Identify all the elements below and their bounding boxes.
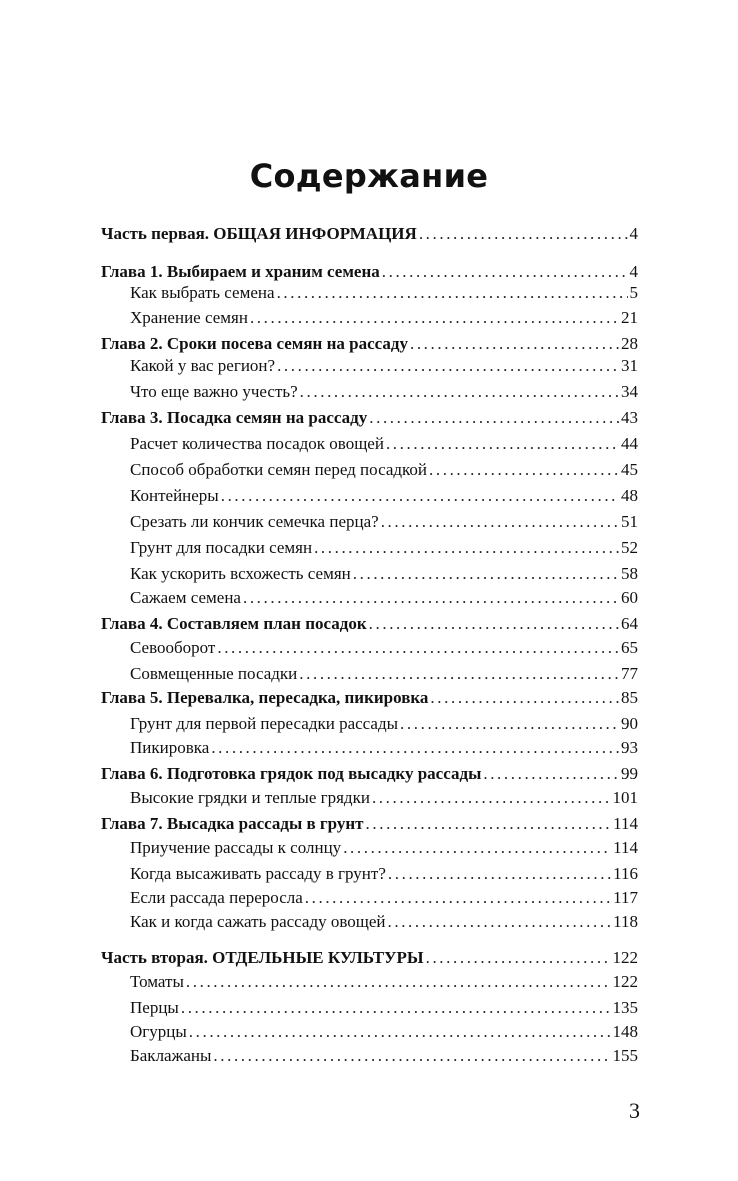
toc-heading (101, 612, 638, 636)
toc-heading (101, 812, 638, 836)
dot-leader (181, 996, 611, 1020)
toc-entry-title: Как ускорить всхожесть семян (130, 564, 351, 583)
toc-entry (130, 380, 638, 404)
toc-entry-page: 21 (621, 308, 638, 327)
toc-entry-page: 52 (621, 538, 638, 557)
dot-leader (386, 432, 619, 456)
toc-entry-page: 34 (621, 382, 638, 401)
toc-heading (101, 762, 638, 786)
toc-entry-title: Глава 6. Подготовка грядок под высадку рассады (101, 764, 482, 783)
toc-entry (130, 354, 638, 378)
toc-entry-page: 99 (621, 764, 638, 783)
toc-entry-page: 58 (621, 564, 638, 583)
toc-entry-page: 116 (613, 864, 638, 883)
toc-heading (101, 332, 638, 356)
toc-entry-title: Как и когда сажать рассаду овощей (130, 912, 386, 931)
toc-entry-page: 122 (612, 972, 638, 991)
dot-leader (353, 562, 619, 586)
dot-leader (186, 970, 611, 994)
dot-leader (213, 1044, 610, 1068)
dot-leader (429, 458, 619, 482)
toc-entry-title: Огурцы (130, 1022, 187, 1041)
toc-entry-title: Часть вторая. ОТДЕЛЬНЫЕ КУЛЬТУРЫ (101, 948, 424, 967)
dot-leader (381, 510, 619, 534)
toc-entry-title: Контейнеры (130, 486, 219, 505)
dot-leader (189, 1020, 611, 1044)
dot-leader (277, 354, 619, 378)
toc-entry-title: Глава 4. Составляем план посадок (101, 614, 367, 633)
toc-entry-page: 85 (621, 688, 638, 707)
toc-entry-title: Что еще важно учесть? (130, 382, 298, 401)
toc-entry-title: Глава 1. Выбираем и храним семена (101, 262, 380, 281)
toc-entry-page: 77 (621, 664, 638, 683)
toc-entry-title: Глава 3. Посадка семян на рассаду (101, 408, 368, 427)
dot-leader (211, 736, 619, 760)
toc-entry-title: Глава 5. Перевалка, пересадка, пикировка (101, 688, 429, 707)
toc-entry-title: Если рассада переросла (130, 888, 303, 907)
toc-entry-title: Совмещенные посадки (130, 664, 298, 683)
dot-leader (400, 712, 619, 736)
toc-entry-page: 90 (621, 714, 638, 733)
toc-entry-title: Расчет количества посадок овощей (130, 434, 384, 453)
toc-entry-page: 44 (621, 434, 638, 453)
toc-entry-page: 4 (629, 262, 638, 281)
toc-entry (130, 432, 638, 456)
toc-entry-title: Высокие грядки и теплые грядки (130, 788, 370, 807)
toc-entry-page: 28 (621, 334, 638, 353)
page-number: 3 (629, 1098, 640, 1123)
toc-entry (130, 862, 638, 886)
toc-entry-page: 135 (612, 998, 638, 1017)
dot-leader (277, 281, 628, 305)
toc-entry-title: Способ обработки семян перед посадкой (130, 460, 428, 479)
toc-entry-page: 93 (621, 738, 638, 757)
toc-entry (130, 306, 638, 330)
dot-leader (343, 836, 611, 860)
toc-entry-title: Томаты (130, 972, 184, 991)
toc-entry-title: Пикировка (130, 738, 210, 757)
toc-heading (101, 686, 638, 710)
toc-entry (130, 281, 638, 305)
toc-entry (130, 786, 638, 810)
toc-entry (130, 536, 638, 560)
toc-entry (130, 562, 638, 586)
dot-leader (300, 380, 619, 404)
dot-leader (372, 786, 611, 810)
toc-entry (130, 1044, 638, 1068)
toc-entry-page: 43 (621, 408, 638, 427)
toc-entry (130, 1020, 638, 1044)
toc-entry-title: Срезать ли кончик семечка перца? (130, 512, 379, 531)
dot-leader (250, 306, 619, 330)
toc-entry-page: 48 (621, 486, 638, 505)
toc-entry-title: Грунт для посадки семян (130, 538, 313, 557)
toc-entry-title: Глава 7. Высадка рассады в грунт (101, 814, 364, 833)
dot-leader (388, 910, 612, 934)
dot-leader (305, 886, 611, 910)
toc-entry-title: Как выбрать семена (130, 283, 275, 302)
toc-entry-page: 4 (629, 224, 638, 243)
toc-entry-title: Грунт для первой пересадки рассады (130, 714, 399, 733)
dot-leader (243, 586, 619, 610)
toc-heading (101, 222, 638, 246)
toc-entry-page: 101 (612, 788, 638, 807)
toc-entry-page: 65 (621, 638, 638, 657)
toc-entry-page: 64 (621, 614, 638, 633)
dot-leader (217, 636, 619, 660)
dot-leader (388, 862, 611, 886)
dot-leader (366, 812, 612, 836)
toc-entry-page: 5 (629, 283, 638, 302)
toc-heading (101, 946, 638, 970)
toc-entry-page: 148 (612, 1022, 638, 1041)
toc-entry (130, 586, 638, 610)
dot-leader (430, 686, 619, 710)
toc-entry (130, 970, 638, 994)
toc-entry (130, 736, 638, 760)
toc-entry (130, 836, 638, 860)
toc-entry-page: 117 (613, 888, 638, 907)
toc-entry (130, 886, 638, 910)
toc-entry-title: Глава 2. Сроки посева семян на рассаду (101, 334, 408, 353)
toc-entry (130, 484, 638, 508)
toc-entry (130, 636, 638, 660)
toc-entry-title: Часть первая. ОБЩАЯ ИНФОРМАЦИЯ (101, 224, 417, 243)
toc-entry-title: Когда высаживать рассаду в грунт? (130, 864, 386, 883)
toc-entry-title: Хранение семян (130, 308, 248, 327)
toc-entry (130, 996, 638, 1020)
toc-entry (130, 458, 638, 482)
toc-entry-page: 51 (621, 512, 638, 531)
dot-leader (419, 222, 628, 246)
toc-entry (130, 712, 638, 736)
toc-entry-title: Севооборот (130, 638, 216, 657)
toc-entry (130, 662, 638, 686)
toc-entry-title: Перцы (130, 998, 179, 1017)
dot-leader (221, 484, 619, 508)
dot-leader (369, 612, 619, 636)
dot-leader (410, 332, 619, 356)
toc-entry-page: 114 (613, 814, 638, 833)
dot-leader (483, 762, 619, 786)
toc-entry-page: 45 (621, 460, 638, 479)
dot-leader (369, 406, 619, 430)
dot-leader (314, 536, 619, 560)
toc-entry-title: Баклажаны (130, 1046, 212, 1065)
toc-entry (130, 910, 638, 934)
toc-entry-page: 31 (621, 356, 638, 375)
toc-entry-title: Приучение рассады к солнцу (130, 838, 342, 857)
toc-entry-title: Сажаем семена (130, 588, 241, 607)
toc-entry (130, 510, 638, 534)
toc-heading (101, 406, 638, 430)
toc-entry-title: Какой у вас регион? (130, 356, 276, 375)
toc-entry-page: 122 (612, 948, 638, 967)
page-title: Содержание (249, 157, 489, 196)
dot-leader (426, 946, 611, 970)
toc-entry-page: 60 (621, 588, 638, 607)
toc-entry-page: 155 (612, 1046, 638, 1065)
toc-entry-page: 114 (613, 838, 638, 857)
toc-entry-page: 118 (613, 912, 638, 931)
dot-leader (299, 662, 619, 686)
